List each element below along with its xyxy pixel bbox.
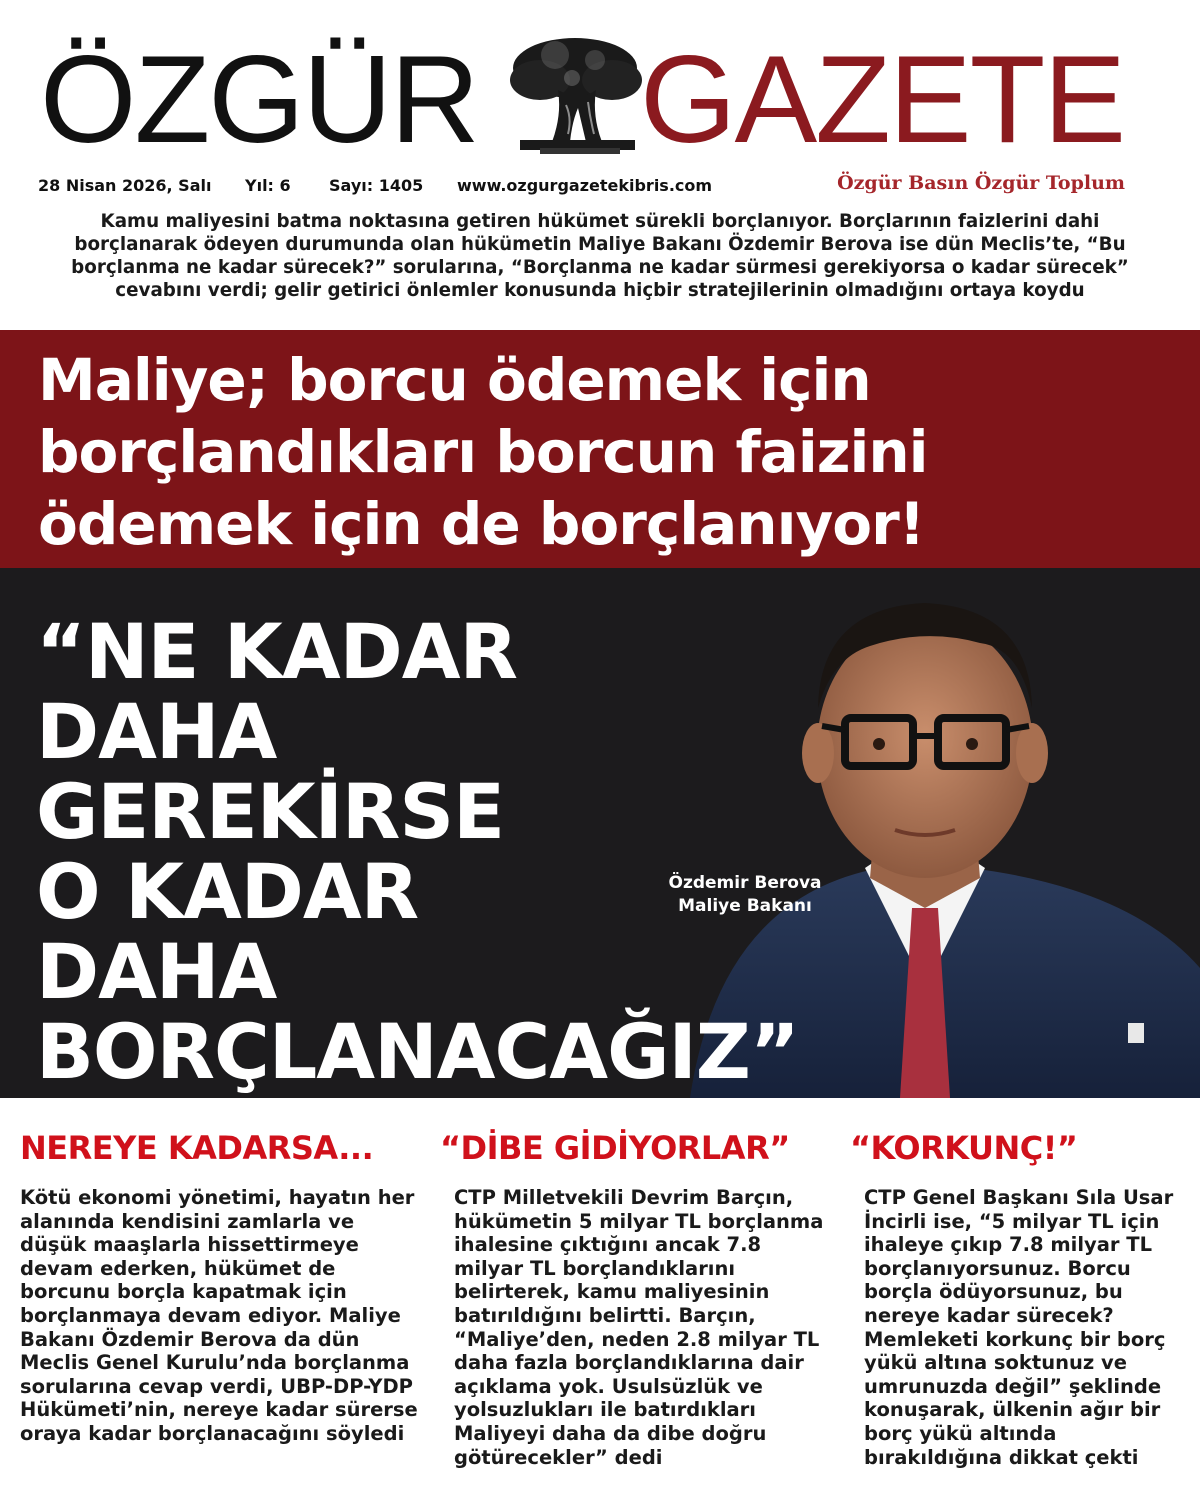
headline-line: borçlandıkları borcun faizini (38, 418, 928, 486)
article-column-3 (850, 1128, 1190, 1469)
quote-line: GEREKİRSE (36, 767, 505, 856)
column-title: NEREYE KADARSA... (20, 1129, 374, 1167)
issue-number: Sayı: 1405 (329, 176, 424, 195)
column-title: “DİBE GİDİYORLAR” (440, 1129, 790, 1167)
quote-line: BORÇLANACAĞIZ” (36, 1007, 799, 1096)
photo-caption (630, 872, 860, 918)
quote-line: O KADAR (36, 847, 419, 936)
quote-line: “NE KADAR (36, 607, 518, 696)
column-title: “KORKUNÇ!” (850, 1129, 1078, 1167)
quote-block (36, 607, 836, 1096)
logo-gazete: GAZETE (640, 31, 1125, 169)
headline-line: Maliye; borcu ödemek için (38, 346, 871, 414)
article-column-1 (20, 1128, 420, 1446)
headline-line: ödemek için de borçlanıyor! (38, 490, 925, 558)
intro-paragraph: Kamu maliyesini batma noktasına getiren hükümet sürekli borçlanıyor. Borçlarının faizlerini dahi borçlanarak ödeyen durumunda olan hükümetin Maliye Bakanı Özdemir Berova ise dün Meclis’te, “Bu borçlanma ne kadar sürecek?” sorularına, “Borçlanma ne kadar sürmesi gerekiyorsa o kadar sürecek” cevabını verdi; gelir getirici önlemler konusunda hiçbir stratejilerinin olmadığını ortaya koydu (71, 211, 1129, 301)
logo-ozgur: ÖZGÜR (40, 31, 478, 169)
quote-line: DAHA (36, 927, 277, 1016)
website-link[interactable]: www.ozgurgazetekibris.com (457, 176, 713, 195)
article-column-2 (440, 1128, 830, 1469)
caption-name: Özdemir Berova (668, 873, 822, 893)
info-bar (38, 176, 712, 195)
issue-year: Yıl: 6 (245, 176, 291, 195)
tagline: Özgür Basın Özgür Toplum (837, 172, 1125, 194)
column-body: CTP Genel Başkanı Sıla Usar İncirli ise, “5 milyar TL için ihaleye çıkıp 7.8 milyar TL borçlanıyorsunuz. Borcu borçla ödüyorsunuz, bu nereye kadar sürecek? Memleketi korkunç bir borç yükü altına soktunuz ve umrunuzda değil” şeklinde konuşarak, ülkenin ağır bir borç yükü altında bırakıldığına dikkat çekti (864, 1186, 1174, 1469)
masthead (0, 0, 1200, 195)
quote-line: DAHA (36, 687, 277, 776)
column-body: CTP Milletvekili Devrim Barçın, hükümetin 5 milyar TL borçlanma ihalesine çıktığını ancak 7.8 milyar TL borçlandıklarını belirterek, kamu maliyesinin batırıldığını belirtti. Barçın, “Maliye’den, neden 2.8 milyar TL daha fazla borçlandıklarına dair açıklama yok. Usulsüzlük ve yolsuzlukları ile batırdıkları Maliyeyi daha da dibe doğru götürecekler” dedi (454, 1186, 824, 1469)
olive-tree-logo-icon (500, 30, 650, 160)
issue-date: 28 Nisan 2026, Salı (38, 176, 212, 195)
column-body: Kötü ekonomi yönetimi, hayatın her alanında kendisini zamlarla ve düşük maaşlarla hissettirmeye devam ederken, hükümet de borcunu borçla kapatmak için borçlanmaya devam ediyor. Maliye Bakanı Özdemir Berova da dün Meclis Genel Kurulu’nda borçlanma sorularına cevap verdi, UBP-DP-YDP Hükümeti’nin, nereye kadar sürerse oraya kadar borçlanacağını söyledi (20, 1186, 418, 1445)
main-headline (38, 344, 1188, 560)
caption-role: Maliye Bakanı (678, 896, 812, 916)
